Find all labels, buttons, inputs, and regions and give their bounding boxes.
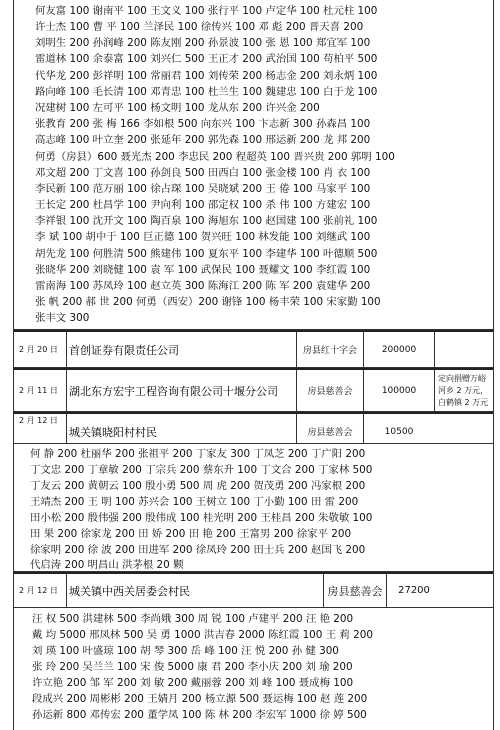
row-donor: 城关镇晓阳村村民 [66,414,296,443]
row-donor: 首创证券有限责任公司 [66,332,296,367]
donor-names-block-1 [13,0,494,330]
names-line: 张丰文 300 [35,312,90,324]
names-line: 许立艳 200 邹 军 200 刘 敏 200 戴丽蓉 200 刘 峰 100 聂成梅 100 [32,677,354,689]
names-line: 高志峰 100 叶立奎 200 张延年 200 郭先森 100 邢运新 200 龙 邦 200 [35,134,371,146]
names-line: 王靖杰 200 王 明 100 苏兴会 100 王树立 100 丁小勤 100 田 雷 200 [30,496,359,508]
names-line: 邓文超 200 丁文喜 100 孙剑良 500 田西白 100 张金楼 100 肖 衣 100 [35,167,371,179]
names-line: 段成兴 200 周彬彬 200 王婧月 200 杨立源 500 聂运梅 100 赵 莲 200 [32,693,368,705]
donor-names-block-3 [13,608,494,730]
donation-row [13,572,494,608]
names-line: 张教育 200 张 梅 166 李如根 500 向东兴 100 卞志新 300 孙森昌 100 [35,118,371,130]
names-line: 王长定 200 杜昌学 100 尹向利 100 邵定权 100 杀 伟 100 方建宏 100 [35,199,371,211]
row-note [434,332,495,367]
names-line: 胡先龙 100 何胜清 500 熊建伟 100 夏东平 100 李建华 100 叶德顺 500 [35,248,378,260]
row-date: 2 月 20 日 [19,345,58,354]
note-line: 河乡 2 万元， [438,385,489,395]
names-line: 况建树 100 左可平 100 杨文明 100 龙从东 200 许兴金 200 [35,102,320,114]
names-line: 戴 均 5000 邢凤林 500 吴 勇 1000 洪吉春 2000 陈红霞 100 王 莉 200 [32,629,373,641]
names-line: 丁文忠 200 丁章敏 200 丁宗兵 200 蔡东升 100 丁文合 200 丁家林 500 [30,464,373,476]
names-line: 雷道林 100 余泰富 100 刘兴仁 500 王正才 200 武治国 100 苟柏平 500 [35,53,378,65]
names-line: 徐家明 200 徐 波 200 田进军 200 徐凤玲 200 田士兵 200 赵国飞 200 [30,544,366,556]
names-line: 张 帆 200 郝 世 200 何勇（西安）200 谢锋 100 杨丰荣 100 宋家勤 100 [35,296,381,308]
names-line: 李祥银 100 沈开文 100 陶百泉 100 海旭东 100 赵国建 100 张前礼 100 [35,215,378,227]
row-channel: 房县慈善会 [296,370,363,411]
row-note [434,370,495,411]
donation-row [13,412,494,444]
row-date: 2 月 11 日 [19,386,58,395]
donation-row [13,368,494,412]
names-line: 汪 权 500 洪建林 500 李尚娥 300 周 锐 100 卢建平 200 汪 艳 200 [32,613,354,625]
names-line: 路向峰 100 毛长清 100 邓青忠 100 杜兰生 100 魏建忠 100 白于龙 100 [35,86,378,98]
row-donor: 湖北东方宏宇工程咨询有限公司十堰分公司 [66,370,296,411]
names-line: 李民新 100 范万丽 100 徐占琛 100 吴晓斌 200 王 倦 100 马家平 100 [35,183,371,195]
row-channel: 房县慈善会 [323,574,386,607]
row-amount: 10500 [363,414,434,443]
row-channel: 房县红十字会 [296,332,363,367]
names-line: 刘明生 200 孙润峰 200 陈友刚 200 孙景波 100 张 恩 100 郑宜军 100 [35,37,371,49]
names-line: 何 静 200 杜丽华 200 张祖平 200 丁家友 300 丁凤芝 200 丁广阳 200 [30,448,366,460]
row-date: 2 月 12 日 [19,586,58,595]
names-line: 何勇（房县）600 聂光杰 200 李忠民 200 程超英 100 晋兴贵 200 郭明 100 [35,151,395,163]
names-line: 刘 瑛 100 叶盛琼 100 胡 琴 300 岳 峰 100 汪 悦 200 孙 健 300 [32,645,339,657]
note-line: 定向捐赠万峪 [438,373,486,383]
names-line: 雷南海 100 苏凤玲 100 赵立英 300 陈海江 200 陈 军 200 袁建华 200 [35,280,371,292]
names-line: 张晓华 200 刘晓健 100 袁 军 100 武保民 100 聂耀文 100 李红霞 100 [35,264,371,276]
row-date: 2 月 12 日 [19,416,58,425]
names-line: 何友富 100 谢南平 100 王文义 100 张行平 100 卢定华 100 杜元柱 100 [35,5,378,17]
row-amount: 100000 [363,370,434,411]
names-line: 孙运新 800 邓传宏 200 董学凤 100 陈 林 200 李宏军 1000 徐 婷 500 [32,709,367,721]
row-channel: 房县慈善会 [296,414,363,443]
names-line: 张 玲 200 吴兰兰 100 宋 俊 5000 康 君 200 李小庆 200 刘 瑜 200 [32,661,353,673]
names-line: 代启涛 200 明昌山 洪茅根 20 颗 [30,559,184,571]
row-donor: 城关镇中西关居委会村民 [66,574,323,607]
names-line: 丁友云 200 黄朝云 100 殷小勇 500 周 虎 200 贺茂勇 200 冯家根 200 [30,480,366,492]
names-line: 李 斌 100 胡中于 100 巨正德 100 贺兴旺 100 林发能 100 刘继武 100 [35,231,371,243]
note-line: 白鹤镇 2 万元 [438,397,489,407]
names-line: 田 果 200 徐家龙 200 田 娇 200 田 艳 200 王富男 200 徐家平 200 [30,528,352,540]
row-amount: 200000 [363,332,434,367]
donor-names-block-2 [13,444,494,572]
names-line: 田小松 200 殷伟强 200 殷伟成 100 桂光明 200 王桂昌 200 朱敬敏 100 [30,512,373,524]
row-amount: 27200 [386,574,441,607]
donation-row [13,330,494,368]
names-line: 许士杰 100 曹 平 100 兰泽民 100 徐传兴 100 邓 彪 200 晋天喜 200 [35,21,364,33]
names-line: 代华龙 200 彭祥明 100 常丽君 100 刘传荣 200 杨志金 200 刘永炳 100 [35,70,378,82]
